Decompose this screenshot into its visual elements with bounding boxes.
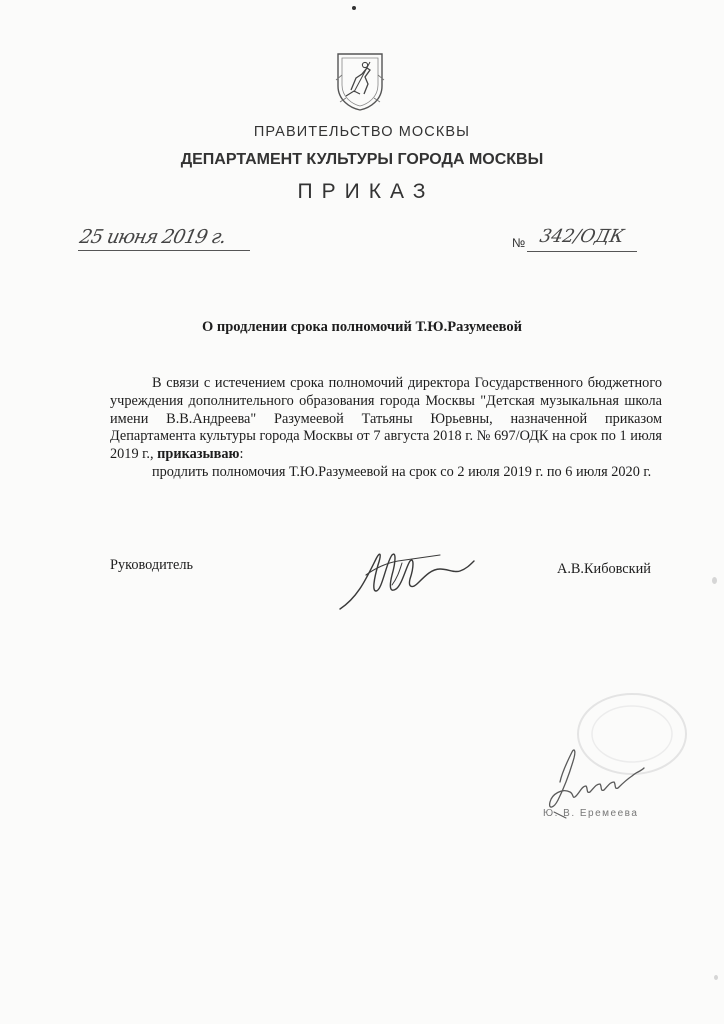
- order-paragraph-reason: [110, 375, 662, 464]
- handwritten-date: 25 июня 2019 г.: [77, 226, 228, 248]
- handwritten-number: 342/ОДК: [537, 226, 626, 247]
- scan-speck: [352, 6, 356, 10]
- moscow-coat-of-arms-icon: [334, 50, 386, 112]
- order-body: [110, 375, 662, 482]
- signer-name: А.В.Кибовский: [557, 561, 651, 577]
- number-underline: [527, 251, 637, 252]
- document-type-heading: ПРИКАЗ: [297, 180, 435, 203]
- copy-certifier-name: Ю. В. Еремеева: [543, 808, 639, 819]
- government-heading: ПРАВИТЕЛЬСТВО МОСКВЫ: [253, 124, 471, 140]
- handwritten-signature: [336, 545, 476, 615]
- reason-text: В связи с истечением срока полномочий директора Государственного бюджетного учреждения дополнительного образования города Москвы "Детская музыкальная школа имени В.В.Андреева" Разумеевой Татьяны Юрьевны, назначенной приказом Департамента культуры города Москвы от 7 августа 2018 г. № 697/ОДК на срок по 1 июля 2019 г.,: [110, 375, 662, 463]
- order-colon: :: [239, 446, 244, 463]
- signer-position: Руководитель: [110, 557, 194, 573]
- copy-certification-signature: [540, 742, 650, 834]
- scan-speck: [714, 975, 718, 980]
- scan-speck: [712, 577, 717, 584]
- order-paragraph-decision: продлить полномочия Т.Ю.Разумеевой на срок со 2 июля 2019 г. по 6 июля 2020 г.: [152, 463, 652, 480]
- order-title: О продлении срока полномочий Т.Ю.Разумеевой: [201, 319, 523, 335]
- order-keyword: приказываю: [157, 446, 240, 463]
- department-heading: ДЕПАРТАМЕНТ КУЛЬТУРЫ ГОРОДА МОСКВЫ: [180, 151, 544, 168]
- date-underline: [78, 250, 250, 251]
- number-sign: №: [512, 236, 526, 250]
